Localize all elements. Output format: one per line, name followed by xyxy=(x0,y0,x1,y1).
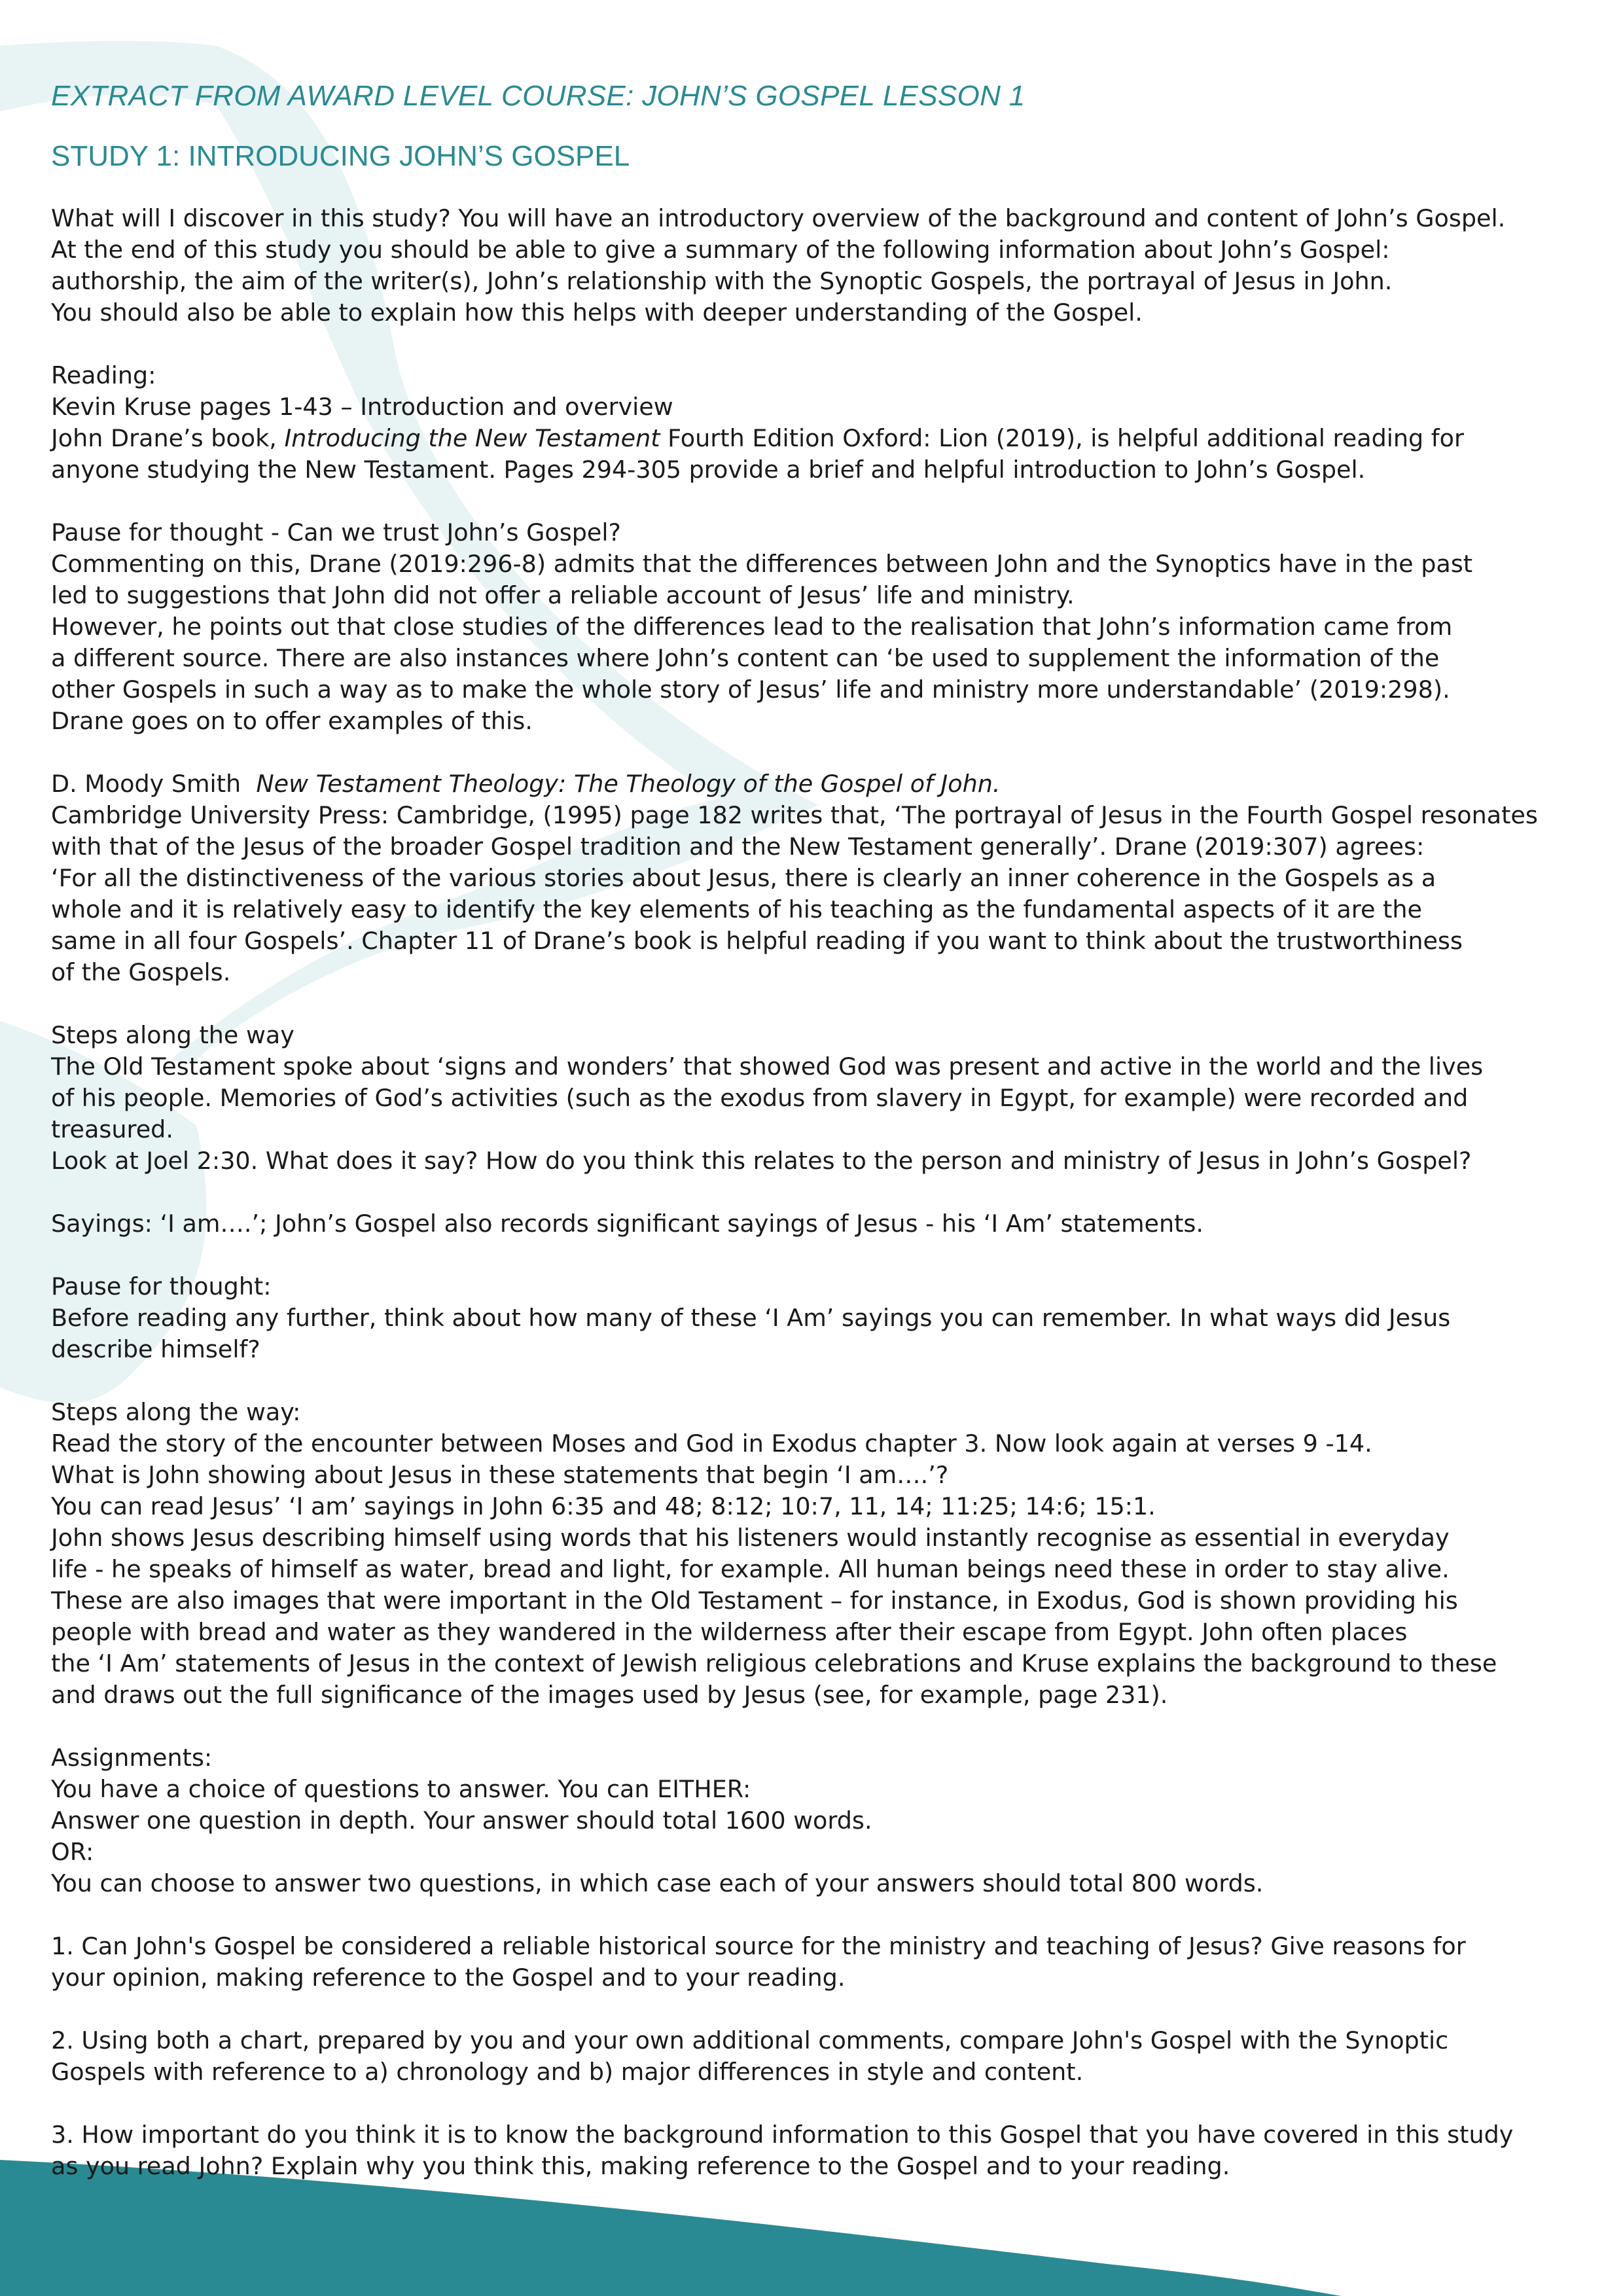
steps-line: the ‘I Am’ statements of Jesus in the context of Jewish religious celebrations and Kruse explains the background to these xyxy=(51,1649,1497,1677)
pause-for-thought-trust xyxy=(51,517,1582,737)
steps-line: and draws out the full significance of the images used by Jesus (see, for example, page 231). xyxy=(51,1681,1168,1709)
assignments-line: Answer one question in depth. Your answer should total 1600 words. xyxy=(51,1806,872,1835)
steps-line: treasured. xyxy=(51,1115,173,1143)
steps-line: life - he speaks of himself as water, bread and light, for example. All human beings need these in order to stay alive. xyxy=(51,1555,1450,1583)
steps-line: You can read Jesus’ ‘I am’ sayings in John 6:35 and 48; 8:12; 10:7, 11, 14; 11:25; 14:6; 15:1. xyxy=(51,1492,1156,1520)
reading-section xyxy=(51,360,1582,486)
study-title: STUDY 1: INTRODUCING JOHN’S GOSPEL xyxy=(51,140,630,172)
steps-line: What is John showing about Jesus in these statements that begin ‘I am….’? xyxy=(51,1461,949,1489)
sayings-paragraph xyxy=(51,1208,1582,1240)
sayings-line: Sayings: ‘I am….’; John’s Gospel also records significant sayings of Jesus - his ‘I Am’ statements. xyxy=(51,1210,1204,1238)
smith-line: of the Gospels. xyxy=(51,958,231,986)
assignments-line: Assignments: xyxy=(51,1744,213,1772)
intro-line: At the end of this study you should be able to give a summary of the following information about John’s Gospel: xyxy=(51,236,1390,264)
smith-book-title: New Testament Theology: The Theology of the Gospel of John. xyxy=(256,770,1001,798)
question-2 xyxy=(51,2025,1582,2088)
steps-line: The Old Testament spoke about ‘signs and wonders’ that showed God was present and active in the world and the lives xyxy=(51,1052,1484,1081)
question-1 xyxy=(51,1931,1582,1994)
question-3 xyxy=(51,2119,1582,2182)
intro-line: What will I discover in this study? You will have an introductory overview of the background and content of John’s Gospel. xyxy=(51,204,1506,232)
reading-line: anyone studying the New Testament. Pages 294-305 provide a brief and helpful introduction to John’s Gospel. xyxy=(51,456,1366,484)
pause-line: Drane goes on to offer examples of this. xyxy=(51,707,533,735)
smith-line: same in all four Gospels’. Chapter 11 of Drane’s book is helpful reading if you want to think about the trustworthiness xyxy=(51,927,1463,955)
intro-line: You should also be able to explain how this helps with deeper understanding of the Gospel. xyxy=(51,298,1143,327)
reading-line-post: Fourth Edition Oxford: Lion (2019), is helpful additional reading for xyxy=(660,424,1464,452)
pause-line: Commenting on this, Drane (2019:296-8) admits that the differences between John and the Synoptics have in the past xyxy=(51,550,1473,578)
pause-line: led to suggestions that John did not offer a reliable account of Jesus’ life and ministry. xyxy=(51,581,1075,609)
steps-line: of his people. Memories of God’s activities (such as the exodus from slavery in Egypt, for example) were recorded and xyxy=(51,1084,1469,1112)
pause-line: Pause for thought - Can we trust John’s Gospel? xyxy=(51,518,621,547)
pause-line: Pause for thought: xyxy=(51,1272,272,1300)
question-line: as you read John? Explain why you think this, making reference to the Gospel and to your reading. xyxy=(51,2152,1230,2180)
reading-label: Reading: xyxy=(51,361,156,389)
smith-line: ‘For all the distinctiveness of the various stories about Jesus, there is clearly an inner coherence in the Gospels as a xyxy=(51,864,1436,892)
reading-line: Kevin Kruse pages 1-43 – Introduction and overview xyxy=(51,393,673,421)
question-line: Gospels with reference to a) chronology and b) major differences in style and content. xyxy=(51,2058,1084,2086)
assignments-section xyxy=(51,1742,1582,1899)
pause-for-thought-i-am xyxy=(51,1271,1582,1365)
reading-line-drane xyxy=(51,423,1582,454)
book-title: Introducing the New Testament xyxy=(284,424,660,452)
assignments-line: OR: xyxy=(51,1838,94,1866)
question-line: your opinion, making reference to the Gospel and to your reading. xyxy=(51,1964,846,1992)
smith-section xyxy=(51,768,1582,988)
pause-line: describe himself? xyxy=(51,1335,260,1363)
intro-line: authorship, the aim of the writer(s), John’s relationship with the Synoptic Gospels, the portrayal of Jesus in John. xyxy=(51,267,1393,295)
assignments-line: You have a choice of questions to answer. You can EITHER: xyxy=(51,1775,751,1803)
steps-line: Steps along the way: xyxy=(51,1398,301,1426)
pause-line: However, he points out that close studies of the differences lead to the realisation that John’s information came from xyxy=(51,613,1453,641)
pause-line: a different source. There are also instances where John’s content can ‘be used to supplement the information of the xyxy=(51,644,1440,672)
steps-line: people with bread and water as they wandered in the wilderness after their escape from Egypt. John often places xyxy=(51,1618,1408,1646)
smith-line: with that of the Jesus of the broader Gospel tradition and the New Testament generally’. Drane (2019:307) agrees: xyxy=(51,833,1425,861)
steps-along-the-way-signs xyxy=(51,1020,1582,1177)
pause-line: other Gospels in such a way as to make the whole story of Jesus’ life and ministry more understandable’ (2019:298). xyxy=(51,675,1450,704)
reading-line-pre: John Drane’s book, xyxy=(51,424,285,452)
steps-line: John shows Jesus describing himself using words that his listeners would instantly recognise as essential in everyday xyxy=(51,1524,1450,1552)
steps-along-the-way-exodus xyxy=(51,1397,1582,1711)
pause-line: Before reading any further, think about how many of these ‘I Am’ sayings you can remember. In what ways did Jesus xyxy=(51,1304,1451,1332)
steps-line: Read the story of the encounter between Moses and God in Exodus chapter 3. Now look again at verses 9 -14. xyxy=(51,1429,1372,1458)
question-line: 2. Using both a chart, prepared by you and your own additional comments, compare John's Gospel with the Synoptic xyxy=(51,2026,1449,2054)
smith-author: D. Moody Smith xyxy=(51,770,257,798)
steps-line: Steps along the way xyxy=(51,1021,294,1049)
question-line: 3. How important do you think it is to know the background information to this Gospel that you have covered in this study xyxy=(51,2121,1514,2149)
steps-line: Look at Joel 2:30. What does it say? How do you think this relates to the person and ministry of Jesus in John’s Gospel? xyxy=(51,1147,1472,1175)
smith-line: whole and it is relatively easy to identify the key elements of his teaching as the fundamental aspects of it are the xyxy=(51,895,1422,924)
extract-title: EXTRACT FROM AWARD LEVEL COURSE: JOHN’S GOSPEL LESSON 1 xyxy=(51,80,1026,112)
document-body xyxy=(51,77,1582,2214)
intro-paragraph xyxy=(51,203,1582,329)
steps-line: These are also images that were important in the Old Testament – for instance, in Exodus, God is shown providing his xyxy=(51,1587,1458,1615)
assignments-line: You can choose to answer two questions, in which case each of your answers should total 800 words. xyxy=(51,1869,1264,1897)
smith-line: Cambridge University Press: Cambridge, (1995) page 182 writes that, ‘The portrayal of Jesus in the Fourth Gospel resonates xyxy=(51,801,1538,829)
question-line: 1. Can John's Gospel be considered a reliable historical source for the ministry and teaching of Jesus? Give reasons for xyxy=(51,1932,1466,1960)
smith-title-line xyxy=(51,768,1582,800)
